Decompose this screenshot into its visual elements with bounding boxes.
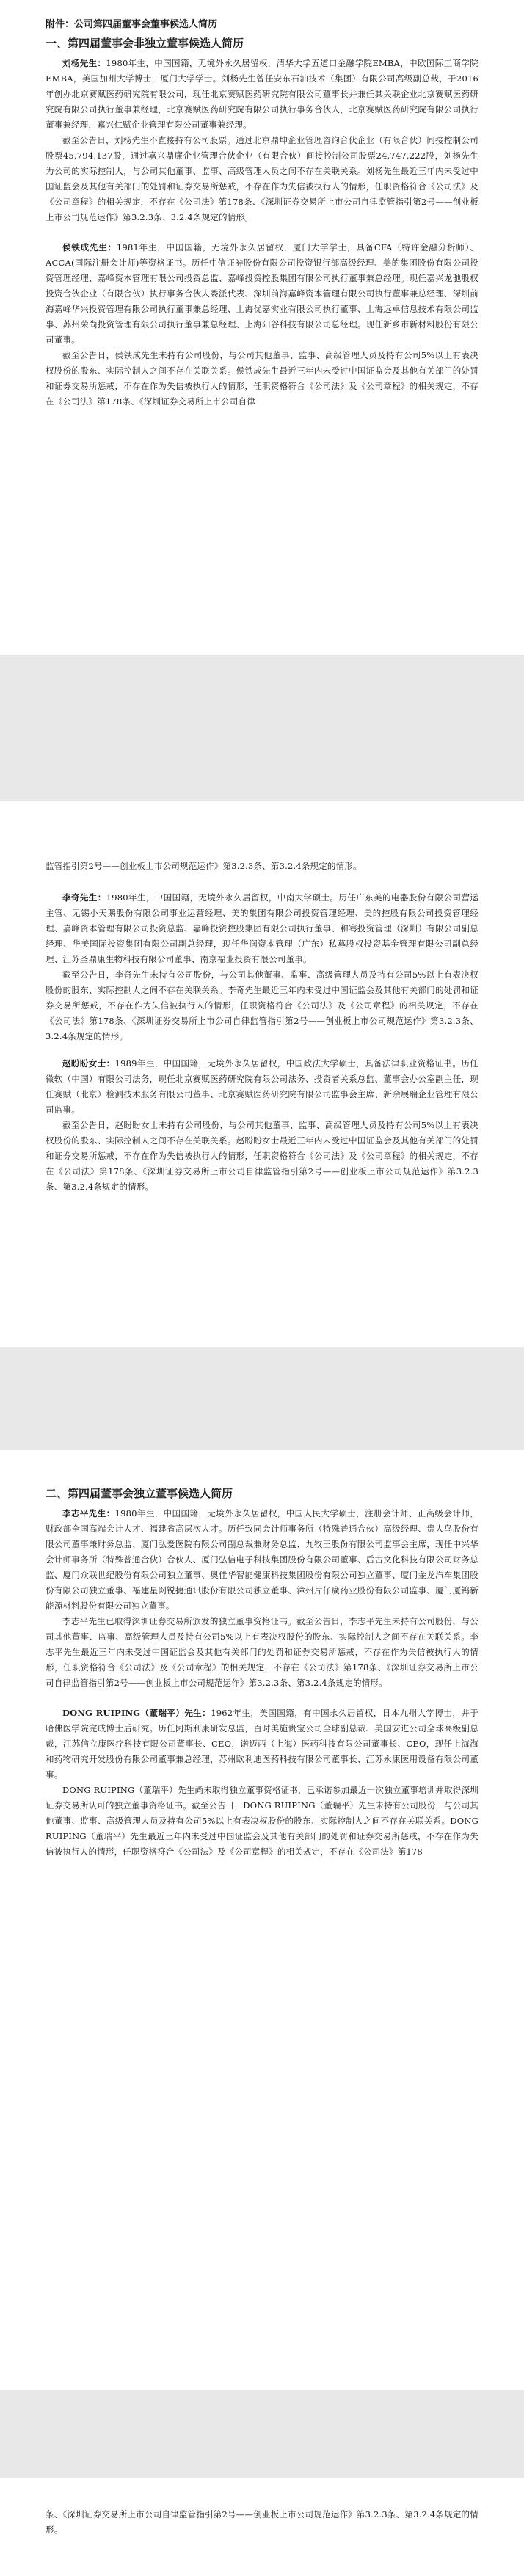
candidate-lizp-name: 李志平先生：	[62, 1508, 115, 1518]
candidate-liu-bio	[46, 56, 478, 133]
section-2-title: 二、第四届董事会独立董事候选人简历	[46, 1487, 233, 1500]
candidate-zhao-bio	[46, 1056, 478, 1118]
candidate-hou-name: 侯铁成先生：	[62, 242, 117, 252]
page-2	[0, 801, 524, 1347]
candidate-liu-holding: 截至公告日，刘杨先生不直接持有公司股票。通过北京鼎坤企业管理咨询合伙企业（有限合伙）间接控制公司股票45,794,137股，通过嘉兴鼎廉企业管理合伙企业（有限合伙）间接控制公司股票24,747,222股，刘杨先生为公司的实际控制人，与公司其他董事、监事、高级管理人员之间不存在关联关系。刘杨先生最近三年内未受过中国证监会及其他有关部门的处罚和证券交易所惩戒，不存在作为失信被执行人的情形，任职资格符合《公司法》及《公司章程》的相关规定，不存在《公司法》第178条、《深圳证券交易所上市公司自律监管指引第2号——创业板上市公司规范运作》第3.2.3条、3.2.4条规定的情形。	[46, 135, 478, 222]
candidate-zhao-name: 赵盼盼女士：	[62, 1058, 115, 1069]
candidate-li-name: 李奇先生：	[62, 892, 106, 903]
candidate-lizp-holding: 李志平先生已取得深圳证券交易所颁发的独立董事资格证书。截至公告日，李志平先生未持有公司股份，与公司其他董事、监事、高级管理人员及持有公司5%以上有表决权股份的股东、实际控制人之间不存在关联关系。李志平先生最近三年内未受过中国证监会及其他有关部门的处罚和证券交易所惩戒，不存在作为失信被执行人的情形，任职资格符合《公司法》及《公司章程》的相关规定，不存在《公司法》第178条、《深圳证券交易所上市公司自律监管指引第2号——创业板上市公司规范运作》第3.2.3条、第3.2.4条规定的情形。	[46, 1616, 478, 1688]
candidate-hou-holding: 截至公告日，侯铁成先生未持有公司股份，与公司其他董事、监事、高级管理人员及持有公司5%以上有表决权股份的股东、实际控制人之间不存在关联关系。侯铁成先生最近三年内未受过中国证监会及其他有关部门的处罚和证券交易所惩戒，不存在作为失信被执行人的情形，任职资格符合《公司法》及《公司章程》的相关规定，不存在《公司法》第178条、《深圳证券交易所上市公司自律	[46, 350, 478, 407]
candidate-dong-name: DONG RUIPING（董瑞平）先生：	[62, 1708, 211, 1718]
candidate-li-holding: 截至公告日，李奇先生未持有公司股份，与公司其他董事、监事、高级管理人员及持有公司5%以上有表决权股份的股东、实际控制人之间不存在关联关系。李奇先生最近三年内未受过中国证监会及其他有关部门的处罚和证券交易所惩戒，不存在作为失信被执行人的情形，任职资格符合《公司法》及《公司章程》的相关规定，不存在《公司法》第178条、《深圳证券交易所上市公司自律监管指引第2号——创业板上市公司规范运作》第3.2.3条、3.2.4条规定的情形。	[46, 969, 478, 1041]
page-gap	[0, 2390, 524, 2478]
candidate-li-bio	[46, 890, 478, 967]
candidate-dong-holding-continued: 条、《深圳证券交易所上市公司自律监管指引第2号——创业板上市公司规范运作》第3.2.3条、第3.2.4条规定的情形。	[46, 2509, 478, 2535]
page-1	[0, 0, 524, 655]
page-4	[0, 2478, 524, 2576]
candidate-hou-bio-text: 1981年生，中国国籍，无境外永久居留权，厦门大学学士，具备CFA（特许金融分析师）、ACCA(国际注册会计师)等资格证书。历任中信证券股份有限公司投资银行部高级经理、美的集团股份有限公司投资管理经理、嘉峰资本管理有限公司投资总监、嘉峰投资控股集团有限公司执行董事兼总经理。现任嘉兴龙驰股权投资合伙企业（有限合伙）执行事务合伙人委派代表、深圳前海嘉峰资本管理有限公司执行董事兼总经理、深圳前海嘉峰华兴投资管理有限公司执行董事兼总经理、上海优嘉实业有限公司执行董事、上海远卓信息技术有限公司监事、苏州荣尚投资管理有限公司执行董事兼总经理、上海阳谷科技有限公司总经理。现任新乡市新材料股份有限公司董事。	[46, 242, 479, 345]
page-gap	[0, 1347, 524, 1450]
section-1-title: 一、第四届董事会非独立董事候选人简历	[46, 37, 244, 50]
candidate-zhao-holding: 截至公告日，赵盼盼女士未持有公司股份，与公司其他董事、监事、高级管理人员及持有公司5%以上有表决权股份的股东、实际控制人之间不存在关联关系。赵盼盼女士最近三年内未受过中国证监会及其他有关部门的处罚和证券交易所惩戒，不存在作为失信被执行人的情形，任职资格符合《公司法》及《公司章程》的相关规定，不存在《公司法》第178条、《深圳证券交易所上市公司自律监管指引第2号——创业板上市公司规范运作》第3.2.3条、第3.2.4条规定的情形。	[46, 1120, 478, 1192]
candidate-hou-bio	[46, 240, 478, 348]
candidate-li-bio-text: 1980年生，中国国籍，无境外永久居留权，中南大学硕士。历任广东美的电器股份有限公司营运主管、无锡小天鹅股份有限公司事业运营经理、美的集团有限公司投资管理经理、美的控股有限公司投资管理经理、嘉峰资本管理有限公司投资总监、嘉峰投资控股集团有限公司执行董事、和骞投资管理（深圳）有限公司副总经理、华美国际投资集团有限公司副总经理，现任华润资本管理（广东）私募股权投资基金管理有限公司副总经理、江苏圣鼎康生物科技有限公司董事、南京福业投资有限公司董事。	[46, 892, 479, 964]
annex-title: 附件：公司第四届董事会董事候选人简历	[46, 19, 218, 30]
candidate-lizp-bio	[46, 1506, 478, 1614]
candidate-liu-bio-text: 1980年生，中国国籍，无境外永久居留权，清华大学五道口金融学院EMBA，中欧国际工商学院EMBA，美国加州大学博士，厦门大学学士。刘杨先生曾任安东石油技术（集团）有限公司高级副总裁，于2016年创办北京赛赋医药研究院有限公司，现任北京赛赋医药研究院有限公司董事长并兼任其关联企业北京赛赋医药研究院有限公司执行董事兼经理，北京赛赋医药研究院有限公司执行事务合伙人，北京赛赋医药研究院有限公司执行董事兼经理，嘉兴仁赋企业管理有限公司董事兼经理。	[46, 58, 478, 130]
page-3	[0, 1450, 524, 2390]
candidate-lizp-bio-text: 1980年生，中国国籍，无境外永久居留权，中国人民大学硕士，注册会计师、正高级会计师，财政部全国高端会计人才、福建省高层次人才。历任致同会计师事务所（特殊普通合伙）高级经理、贵人鸟股份有限公司董事兼财务总监、厦门弘爱医院有限公司副总裁兼财务总监、九牧王股份有限公司监事会主席，现任中兴华会计师事务所（特殊普通合伙）合伙人、厦门弘信电子科技集团股份有限公司董事、后古文化科技有限公司财务总监、厦门众联世纪股份有限公司独立董事、奥佳华智能健康科技集团股份有限公司独立董事、厦门金龙汽车集团股份有限公司独立董事、福建星网锐捷通讯股份有限公司独立董事、漳州片仔癀药业股份有限公司监事、厦门厦钨新能源材料股份有限公司独立董事。	[46, 1508, 478, 1611]
candidate-dong-bio	[46, 1706, 478, 1783]
candidate-hou-holding-continued: 监管指引第2号——创业板上市公司规范运作》第3.2.3条、第3.2.4条规定的情形。	[46, 861, 362, 871]
page-gap	[0, 655, 524, 801]
candidate-dong-holding: DONG RUIPING（董瑞平）先生尚未取得独立董事资格证书，已承诺参加最近一次独立董事培训并取得深圳证券交易所认可的独立董事资格证书。截至公告日，DONG RUIPING（董瑞平）先生未持有公司股份，与公司其他董事、监事、高级管理人员及持有公司5%以上有表决权股份的股东、实际控制人之间不存在关联关系。DONG RUIPING（董瑞平）先生最近三年内未受过中国证监会及其他有关部门的处罚和证券交易所惩戒，不存在作为失信被执行人的情形，任职资格符合《公司法》及《公司章程》的相关规定，不存在《公司法》第178	[46, 1785, 478, 1857]
candidate-zhao-bio-text: 1989年生，中国国籍，无境外永久居留权，中国政法大学硕士，具备法律职业资格证书。历任微软（中国）有限公司法务，现任北京赛赋医药研究院有限公司法务、投资者关系总监、董事会办公室副主任，现任赛赋（北京）检测技术服务有限公司董事、北京赛赋医药研究院有限公司监事会主席、新余展瑞企业管理有限公司监事。	[46, 1058, 478, 1115]
candidate-dong-bio-text: 1962年生，美国国籍，有中国永久居留权，日本九州大学博士，并于哈佛医学院完成博士后研究。历任阿斯利康研发总监，百时美施贵宝公司全球副总裁、美国安进公司全球高级副总裁，江苏信立康医疗科技有限公司董事长、CEO，诺迈西（上海）医药科技有限公司董事长、CEO，现任上海海和药物研究开发股份有限公司董事兼总经理，苏州欧利迪医药科技有限公司董事长、江苏永康医用设备有限公司董事。	[46, 1708, 478, 1780]
candidate-liu-name: 刘杨先生：	[62, 58, 106, 68]
